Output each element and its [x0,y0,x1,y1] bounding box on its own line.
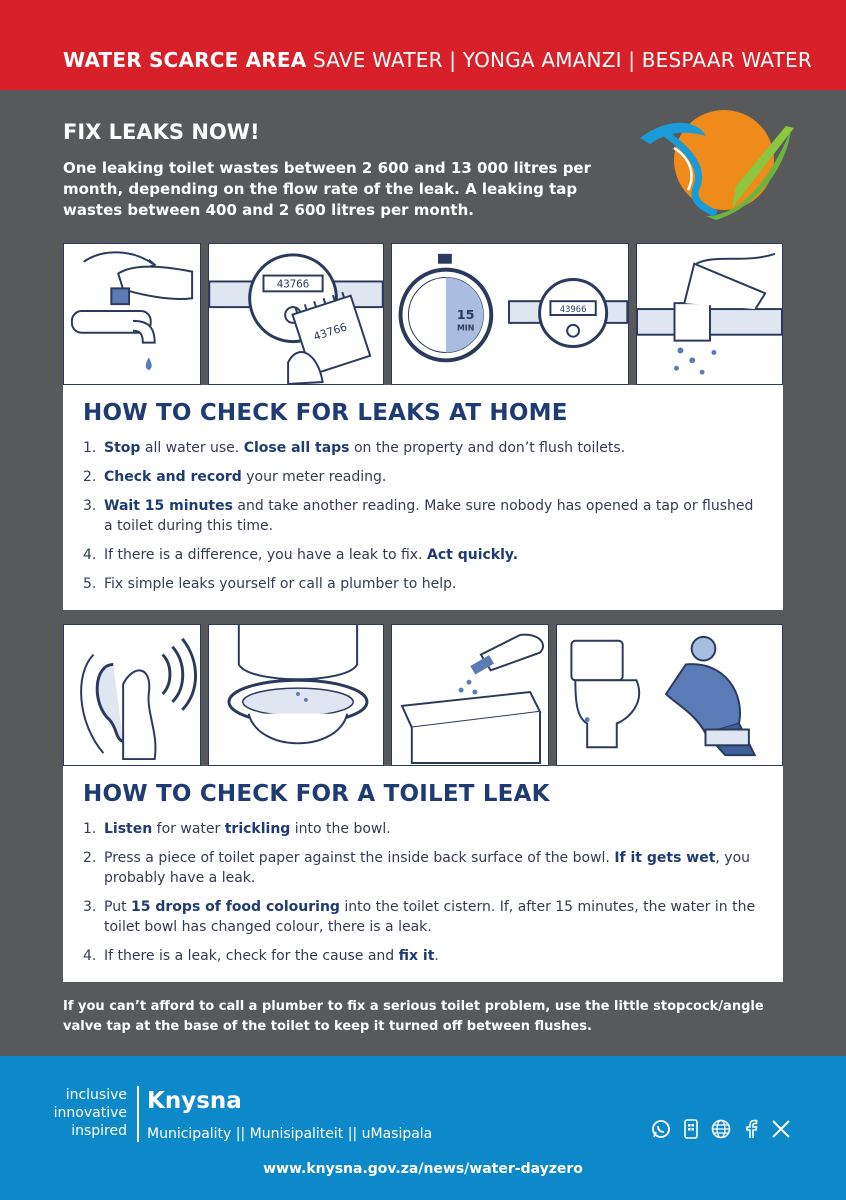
intro-text: One leaking toilet wastes between 2 600 and 13 000 litres per month, depending on the flow rate of the leak. A leaking tap wastes between 400 and 2 600 litres per month. [63,159,591,219]
list-item-number: 4. [83,948,97,964]
cistern-drops-illustration [391,624,549,766]
list-item-number: 5. [83,576,97,592]
meter2-reading-text: 43966 [559,305,587,316]
tagline-innovative: innovative [53,1105,127,1121]
facebook-icon[interactable] [740,1118,762,1140]
list-item [83,946,763,966]
water-logo [636,108,796,224]
list-item-text: and take another reading. Make sure nobody has opened a tap or flushed a toilet during this time. [104,498,754,534]
list-item [83,545,763,565]
section2-title: HOW TO CHECK FOR A TOILET LEAK [83,781,550,807]
ear-listen-illustration [63,624,201,766]
list-item-number: 1. [83,440,97,456]
list-item-text: your meter reading. [241,469,387,485]
tap-illustration [63,243,201,385]
list-item [83,819,763,839]
tagline-inclusive: inclusive [65,1087,127,1103]
list-item [83,574,763,594]
brand-name: Knysna [147,1088,242,1114]
list-item [83,897,763,937]
timer-unit: MIN [456,323,475,333]
list-item-emphasis: If it gets wet [614,850,716,866]
page-title: FIX LEAKS NOW! [63,120,260,144]
list-item-text: all water use. [140,440,244,456]
list-item-number: 3. [83,899,97,915]
list-item-emphasis: Check and record [104,469,242,485]
app-icon[interactable] [680,1118,702,1140]
list-item-number: 4. [83,547,97,563]
leaks-at-home-section [63,385,783,610]
list-item-emphasis: fix it [398,948,435,964]
list-item [83,438,763,458]
x-icon[interactable] [770,1118,792,1140]
list-item [83,467,763,487]
website-link[interactable]: www.knysna.gov.za/news/water-dayzero [263,1161,583,1177]
list-item [83,848,763,888]
toilet-bowl-illustration [208,624,384,766]
list-item-text: , you probably have a leak. [104,850,751,886]
list-item-emphasis: Act quickly. [427,547,519,563]
footer [0,1056,846,1200]
list-item-number: 1. [83,821,97,837]
list-item-text: . [434,948,439,964]
footer-divider [137,1086,139,1142]
list-item-emphasis: Wait 15 minutes [104,498,233,514]
section1-list [83,438,763,603]
tagline-inspired: inspired [71,1123,127,1139]
timer-number: 15 [456,307,475,323]
section2-list [83,819,763,975]
list-item-emphasis: Close all taps [243,440,350,456]
list-item-text: If there is a leak, check for the cause and [104,948,399,964]
note-reading-text: 43766 [311,320,349,344]
list-item [83,496,763,536]
meter-illustration [208,243,384,385]
list-item-number: 2. [83,469,97,485]
list-item-text: into the toilet cistern. If, after 15 minutes, the water in the toilet bowl has changed colour, there is a leak. [104,899,756,935]
brand-subtitle: Municipality || Munisipaliteit || uMasipala [147,1126,433,1142]
list-item-number: 3. [83,498,97,514]
list-item-number: 2. [83,850,97,866]
globe-icon[interactable] [710,1118,732,1140]
list-item-text: Fix simple leaks yourself or call a plumber to help. [104,576,457,592]
top-banner [0,0,846,90]
timer-meter-illustration [391,243,629,385]
list-item-text: Put [104,899,132,915]
banner-rest: SAVE WATER | YONGA AMANZI | BESPAAR WATER [306,48,812,72]
meter-reading-text: 43766 [276,277,310,291]
list-item-emphasis: Listen [104,821,153,837]
list-item-emphasis: trickling [224,821,291,837]
list-item-emphasis: Stop [104,440,141,456]
tagline [40,1086,127,1140]
list-item-emphasis: 15 drops of food colouring [131,899,340,915]
list-item-text: on the property and don’t flush toilets. [349,440,626,456]
list-item-text: into the bowl. [290,821,391,837]
wrench-pipe-illustration [636,243,783,385]
toilet-leak-section [63,766,783,982]
list-item-text: Press a piece of toilet paper against the inside back surface of the bowl. [104,850,615,866]
social-icons [650,1118,792,1140]
list-item-text: If there is a difference, you have a leak to fix. [104,547,427,563]
banner-text [63,48,812,72]
plumber-illustration [556,624,783,766]
whatsapp-icon[interactable] [650,1118,672,1140]
list-item-text: for water [152,821,225,837]
banner-bold: WATER SCARCE AREA [63,48,307,72]
section1-title: HOW TO CHECK FOR LEAKS AT HOME [83,400,568,426]
stopcock-note: If you can’t afford to call a plumber to fix a serious toilet problem, use the little stopcock/angle valve tap at the base of the toilet to keep it turned off between flushes. [63,999,764,1034]
